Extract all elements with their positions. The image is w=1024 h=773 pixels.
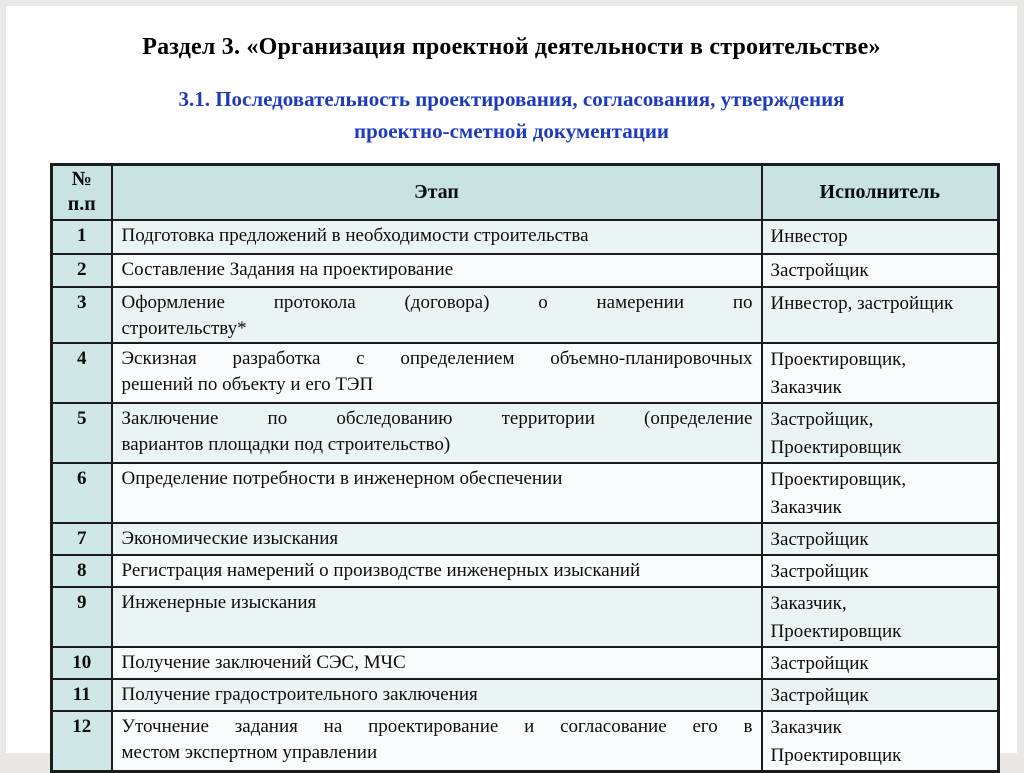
executor-cell xyxy=(762,647,999,679)
stage-text-line: Получение градостроительного заключения xyxy=(121,683,478,705)
stage-text-line: решений по объекту и его ТЭП xyxy=(121,373,374,395)
row-number-cell: 10 xyxy=(52,647,112,679)
executor-cell xyxy=(762,403,999,463)
executor-text-line: Застройщик xyxy=(770,528,869,550)
executor-text-line: Проектировщик, xyxy=(770,348,907,370)
executor-text-line: Инвестор xyxy=(770,225,848,247)
stage-text-line: Инженерные изыскания xyxy=(121,591,317,613)
executor-text-line: Застройщик, xyxy=(770,408,874,430)
column-header-num-line: п.п xyxy=(67,193,96,216)
row-number-cell: 11 xyxy=(52,679,112,711)
stage-text-line: Уточнение задания на проектирование и согласование его в xyxy=(121,715,753,737)
table-row xyxy=(52,555,999,587)
stage-text-line: строительству* xyxy=(121,317,247,339)
stage-text-line: Определение потребности в инженерном обеспечении xyxy=(121,467,563,489)
stage-cell xyxy=(112,587,762,647)
stages-table xyxy=(50,163,997,773)
stage-text-line: Экономические изыскания xyxy=(121,527,339,549)
stage-cell xyxy=(112,523,762,555)
executor-text-line: Заказчик, xyxy=(770,592,847,614)
stage-text-line: Получение заключений СЭС, МЧС xyxy=(121,651,406,673)
subtitle-line-1: 3.1. Последовательность проектирования, согласования, утверждения xyxy=(178,87,845,111)
stage-text-line: Подготовка предложений в необходимости строительства xyxy=(121,224,589,246)
executor-text-line: Проектировщик xyxy=(770,620,902,642)
stage-cell xyxy=(112,254,762,287)
stage-text-line: местом экспертном управлении xyxy=(121,741,378,763)
stage-cell xyxy=(112,403,762,463)
table-row xyxy=(52,647,999,679)
executor-text-line: Инвестор, застройщик xyxy=(770,292,954,314)
table-row xyxy=(52,587,999,647)
table-row xyxy=(52,463,999,523)
executor-cell xyxy=(762,254,999,287)
row-number-cell: 5 xyxy=(52,403,112,463)
stage-text-line: вариантов площадки под строительство) xyxy=(121,433,451,455)
stage-cell xyxy=(112,555,762,587)
executor-cell xyxy=(762,463,999,523)
table-row xyxy=(52,679,999,711)
executor-cell xyxy=(762,287,999,343)
table-row xyxy=(52,254,999,287)
stage-text-line: Оформление протокола (договора) о намерении по xyxy=(121,291,753,313)
stage-text-line: Составление Задания на проектирование xyxy=(121,258,454,280)
row-number-cell: 7 xyxy=(52,523,112,555)
executor-text-line: Застройщик xyxy=(770,560,869,582)
stage-text-line: Регистрация намерений о производстве инженерных изысканий xyxy=(121,559,641,581)
stage-cell xyxy=(112,647,762,679)
executor-text-line: Проектировщик, xyxy=(770,468,907,490)
row-number-cell: 3 xyxy=(52,287,112,343)
stage-text-line: Эскизная разработка с определением объемно-планировочных xyxy=(121,347,753,369)
executor-text-line: Проектировщик xyxy=(770,436,902,458)
stage-cell xyxy=(112,220,762,254)
slide-subtitle xyxy=(6,83,1017,147)
executor-text-line: Застройщик xyxy=(770,259,869,281)
table-row xyxy=(52,403,999,463)
stage-cell xyxy=(112,679,762,711)
stage-text-line: Заключение по обследованию территории (определение xyxy=(121,407,753,429)
table-row xyxy=(52,287,999,343)
executor-text-line: Заказчик xyxy=(770,496,842,518)
row-number-cell: 1 xyxy=(52,220,112,254)
stages-table-grid xyxy=(50,163,1000,773)
executor-cell xyxy=(762,523,999,555)
table-row xyxy=(52,220,999,254)
column-header-num xyxy=(52,165,112,220)
table-row xyxy=(52,523,999,555)
stage-cell xyxy=(112,711,762,772)
table-row xyxy=(52,711,999,772)
executor-cell xyxy=(762,587,999,647)
row-number-cell: 9 xyxy=(52,587,112,647)
row-number-cell: 12 xyxy=(52,711,112,772)
column-header-num-line: № xyxy=(71,168,92,191)
executor-text-line: Проектировщик xyxy=(770,744,902,766)
stage-cell xyxy=(112,287,762,343)
subtitle-line-2: проектно-сметной документации xyxy=(353,119,670,143)
executor-text-line: Заказчик xyxy=(770,376,842,398)
row-number-cell: 8 xyxy=(52,555,112,587)
column-header-stage: Этап xyxy=(112,165,762,220)
executor-cell xyxy=(762,220,999,254)
executor-text-line: Застройщик xyxy=(770,652,869,674)
table-header-row xyxy=(52,165,999,220)
row-number-cell: 2 xyxy=(52,254,112,287)
stage-cell xyxy=(112,463,762,523)
executor-cell xyxy=(762,343,999,403)
stage-cell xyxy=(112,343,762,403)
row-number-cell: 6 xyxy=(52,463,112,523)
executor-cell xyxy=(762,679,999,711)
slide-title: Раздел 3. «Организация проектной деятельности в строительстве» xyxy=(142,34,881,60)
executor-text-line: Застройщик xyxy=(770,684,869,706)
executor-text-line: Заказчик xyxy=(770,716,842,738)
executor-cell xyxy=(762,711,999,772)
slide xyxy=(6,6,1017,766)
row-number-cell: 4 xyxy=(52,343,112,403)
executor-cell xyxy=(762,555,999,587)
column-header-executor: Исполнитель xyxy=(762,165,999,220)
table-row xyxy=(52,343,999,403)
